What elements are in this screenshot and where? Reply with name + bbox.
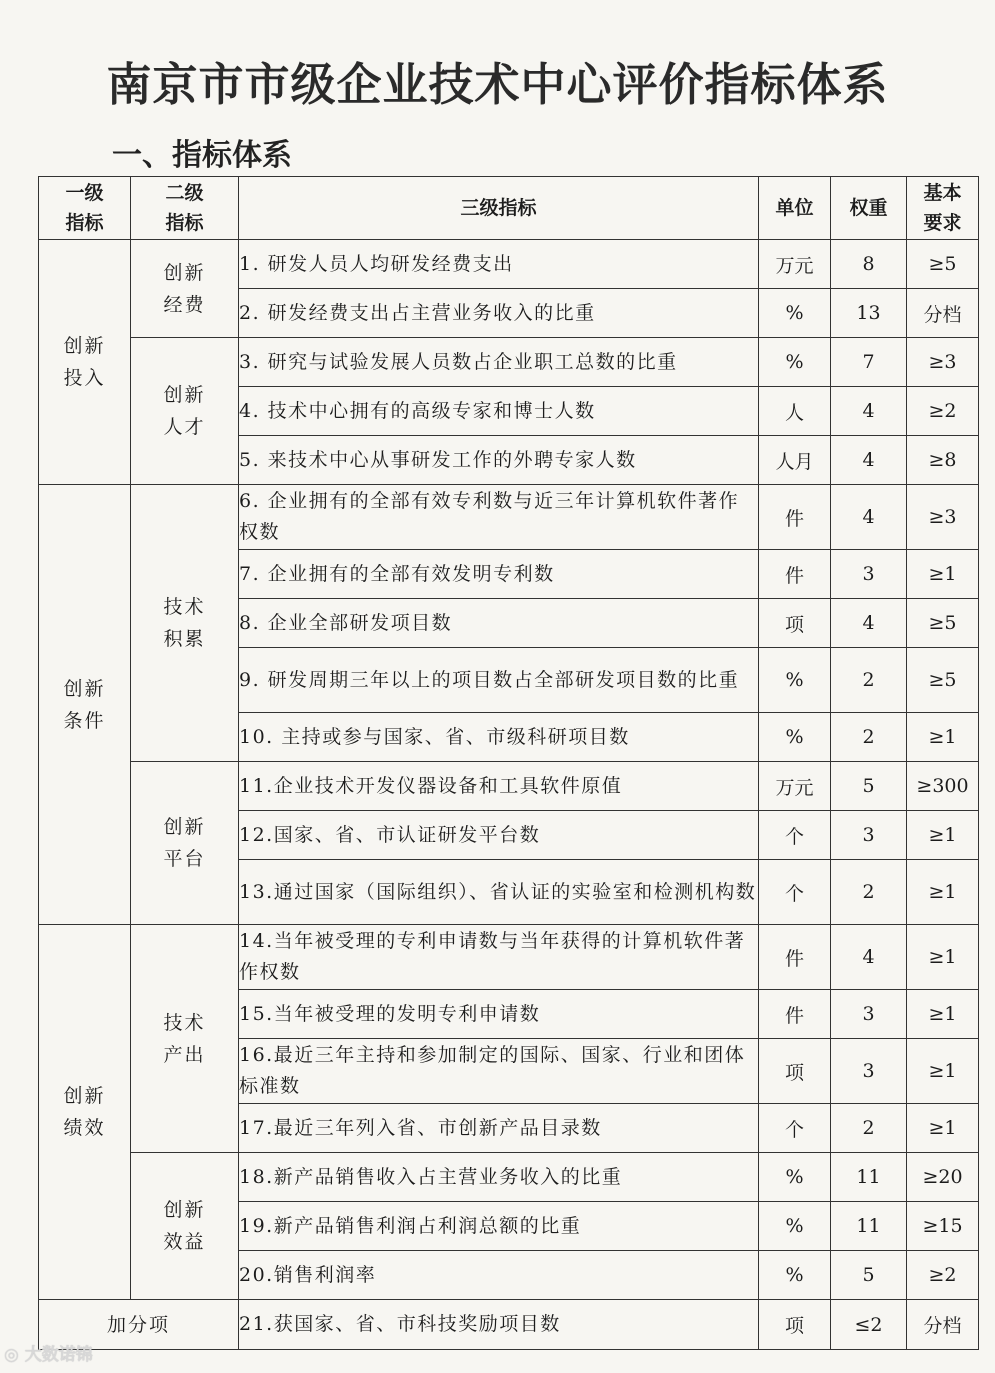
subgroup-cell-benefit: 创新 效益	[131, 1153, 239, 1300]
subgroup-cell-output: 技术 产出	[131, 925, 239, 1153]
weight-cell: 5	[831, 762, 907, 811]
table-row	[39, 240, 979, 289]
header-level3: 三级指标	[239, 177, 759, 240]
subgroup-cell-funding: 创新 经费	[131, 240, 239, 338]
requirement-cell: ≥2	[907, 387, 979, 436]
unit-cell: 人	[759, 387, 831, 436]
indicator-cell: 6. 企业拥有的全部有效专利数与近三年计算机软件著作权数	[239, 485, 759, 550]
table-header-row	[39, 177, 979, 240]
section-title: 一、指标体系	[112, 138, 292, 173]
requirement-cell: ≥1	[907, 925, 979, 990]
unit-cell: 项	[759, 1300, 831, 1350]
table-row	[39, 762, 979, 811]
header-weight: 权重	[831, 177, 907, 240]
indicator-cell: 7. 企业拥有的全部有效发明专利数	[239, 550, 759, 599]
indicator-cell: 17.最近三年列入省、市创新产品目录数	[239, 1104, 759, 1153]
header-unit: 单位	[759, 177, 831, 240]
unit-cell: 项	[759, 599, 831, 648]
indicator-cell: 13.通过国家（国际组织）、省认证的实验室和检测机构数	[239, 860, 759, 925]
indicator-cell: 10. 主持或参与国家、省、市级科研项目数	[239, 713, 759, 762]
requirement-cell: ≥1	[907, 811, 979, 860]
table-row	[39, 1153, 979, 1202]
unit-cell: 件	[759, 990, 831, 1039]
requirement-cell: ≥5	[907, 648, 979, 713]
header-requirement: 基本 要求	[907, 177, 979, 240]
indicator-cell: 20.销售利润率	[239, 1251, 759, 1300]
subgroup-cell-accumulation: 技术 积累	[131, 485, 239, 762]
indicator-cell: 1. 研发人员人均研发经费支出	[239, 240, 759, 289]
weight-cell: 2	[831, 713, 907, 762]
requirement-cell: ≥2	[907, 1251, 979, 1300]
unit-cell: %	[759, 1202, 831, 1251]
weight-cell: 3	[831, 990, 907, 1039]
weight-cell: 4	[831, 485, 907, 550]
unit-cell: %	[759, 713, 831, 762]
requirement-cell: ≥5	[907, 599, 979, 648]
unit-cell: 万元	[759, 762, 831, 811]
weight-cell: 11	[831, 1153, 907, 1202]
weight-cell: 3	[831, 1039, 907, 1104]
table-row	[39, 925, 979, 990]
requirement-cell: ≥300	[907, 762, 979, 811]
indicator-cell: 2. 研发经费支出占主营业务收入的比重	[239, 289, 759, 338]
weight-cell: 4	[831, 436, 907, 485]
unit-cell: 个	[759, 1104, 831, 1153]
requirement-cell: ≥3	[907, 485, 979, 550]
requirement-cell: ≥1	[907, 713, 979, 762]
requirement-cell: ≥8	[907, 436, 979, 485]
group-cell-innovation-input: 创新 投入	[39, 240, 131, 485]
unit-cell: %	[759, 289, 831, 338]
indicator-cell: 21.获国家、省、市科技奖励项目数	[239, 1300, 759, 1350]
weight-cell: 13	[831, 289, 907, 338]
subgroup-cell-talent: 创新 人才	[131, 338, 239, 485]
table-row	[39, 485, 979, 550]
requirement-cell: ≥5	[907, 240, 979, 289]
group-cell-innovation-performance: 创新 绩效	[39, 925, 131, 1300]
table-row	[39, 338, 979, 387]
indicator-cell: 14.当年被受理的专利申请数与当年获得的计算机软件著作权数	[239, 925, 759, 990]
requirement-cell: ≥1	[907, 990, 979, 1039]
unit-cell: 件	[759, 550, 831, 599]
header-level1: 一级 指标	[39, 177, 131, 240]
requirement-cell: 分档	[907, 289, 979, 338]
weight-cell: 4	[831, 925, 907, 990]
requirement-cell: ≥20	[907, 1153, 979, 1202]
requirement-cell: ≥15	[907, 1202, 979, 1251]
indicator-cell: 16.最近三年主持和参加制定的国际、国家、行业和团体标准数	[239, 1039, 759, 1104]
table-row-bonus	[39, 1300, 979, 1350]
indicator-cell: 15.当年被受理的发明专利申请数	[239, 990, 759, 1039]
weight-cell: 11	[831, 1202, 907, 1251]
requirement-cell: ≥3	[907, 338, 979, 387]
unit-cell: 件	[759, 925, 831, 990]
indicator-cell: 12.国家、省、市认证研发平台数	[239, 811, 759, 860]
unit-cell: %	[759, 1251, 831, 1300]
indicator-cell: 19.新产品销售利润占利润总额的比重	[239, 1202, 759, 1251]
weight-cell: 2	[831, 1104, 907, 1153]
indicator-table	[38, 176, 979, 1350]
weight-cell: 4	[831, 599, 907, 648]
group-cell-innovation-conditions: 创新 条件	[39, 485, 131, 925]
unit-cell: 个	[759, 811, 831, 860]
indicator-cell: 18.新产品销售收入占主营业务收入的比重	[239, 1153, 759, 1202]
weight-cell: 2	[831, 860, 907, 925]
requirement-cell: 分档	[907, 1300, 979, 1350]
unit-cell: 个	[759, 860, 831, 925]
weight-cell: 7	[831, 338, 907, 387]
weight-cell: 3	[831, 550, 907, 599]
indicator-cell: 3. 研究与试验发展人员数占企业职工总数的比重	[239, 338, 759, 387]
requirement-cell: ≥1	[907, 1039, 979, 1104]
unit-cell: 项	[759, 1039, 831, 1104]
unit-cell: %	[759, 338, 831, 387]
indicator-cell: 5. 来技术中心从事研发工作的外聘专家人数	[239, 436, 759, 485]
requirement-cell: ≥1	[907, 1104, 979, 1153]
bonus-cell: 加分项	[39, 1300, 239, 1350]
page-title: 南京市市级企业技术中心评价指标体系	[106, 58, 889, 111]
subgroup-cell-platform: 创新 平台	[131, 762, 239, 925]
indicator-cell: 9. 研发周期三年以上的项目数占全部研发项目数的比重	[239, 648, 759, 713]
unit-cell: 万元	[759, 240, 831, 289]
indicator-cell: 11.企业技术开发仪器设备和工具软件原值	[239, 762, 759, 811]
requirement-cell: ≥1	[907, 860, 979, 925]
weight-cell: 2	[831, 648, 907, 713]
unit-cell: 人月	[759, 436, 831, 485]
indicator-cell: 8. 企业全部研发项目数	[239, 599, 759, 648]
header-level2: 二级 指标	[131, 177, 239, 240]
weight-cell: 5	[831, 1251, 907, 1300]
indicator-cell: 4. 技术中心拥有的高级专家和博士人数	[239, 387, 759, 436]
requirement-cell: ≥1	[907, 550, 979, 599]
weight-cell: ≤2	[831, 1300, 907, 1350]
unit-cell: %	[759, 648, 831, 713]
unit-cell: 件	[759, 485, 831, 550]
weight-cell: 4	[831, 387, 907, 436]
unit-cell: %	[759, 1153, 831, 1202]
watermark-logo: ◎ 大数诺锦	[4, 1345, 93, 1365]
weight-cell: 3	[831, 811, 907, 860]
weight-cell: 8	[831, 240, 907, 289]
